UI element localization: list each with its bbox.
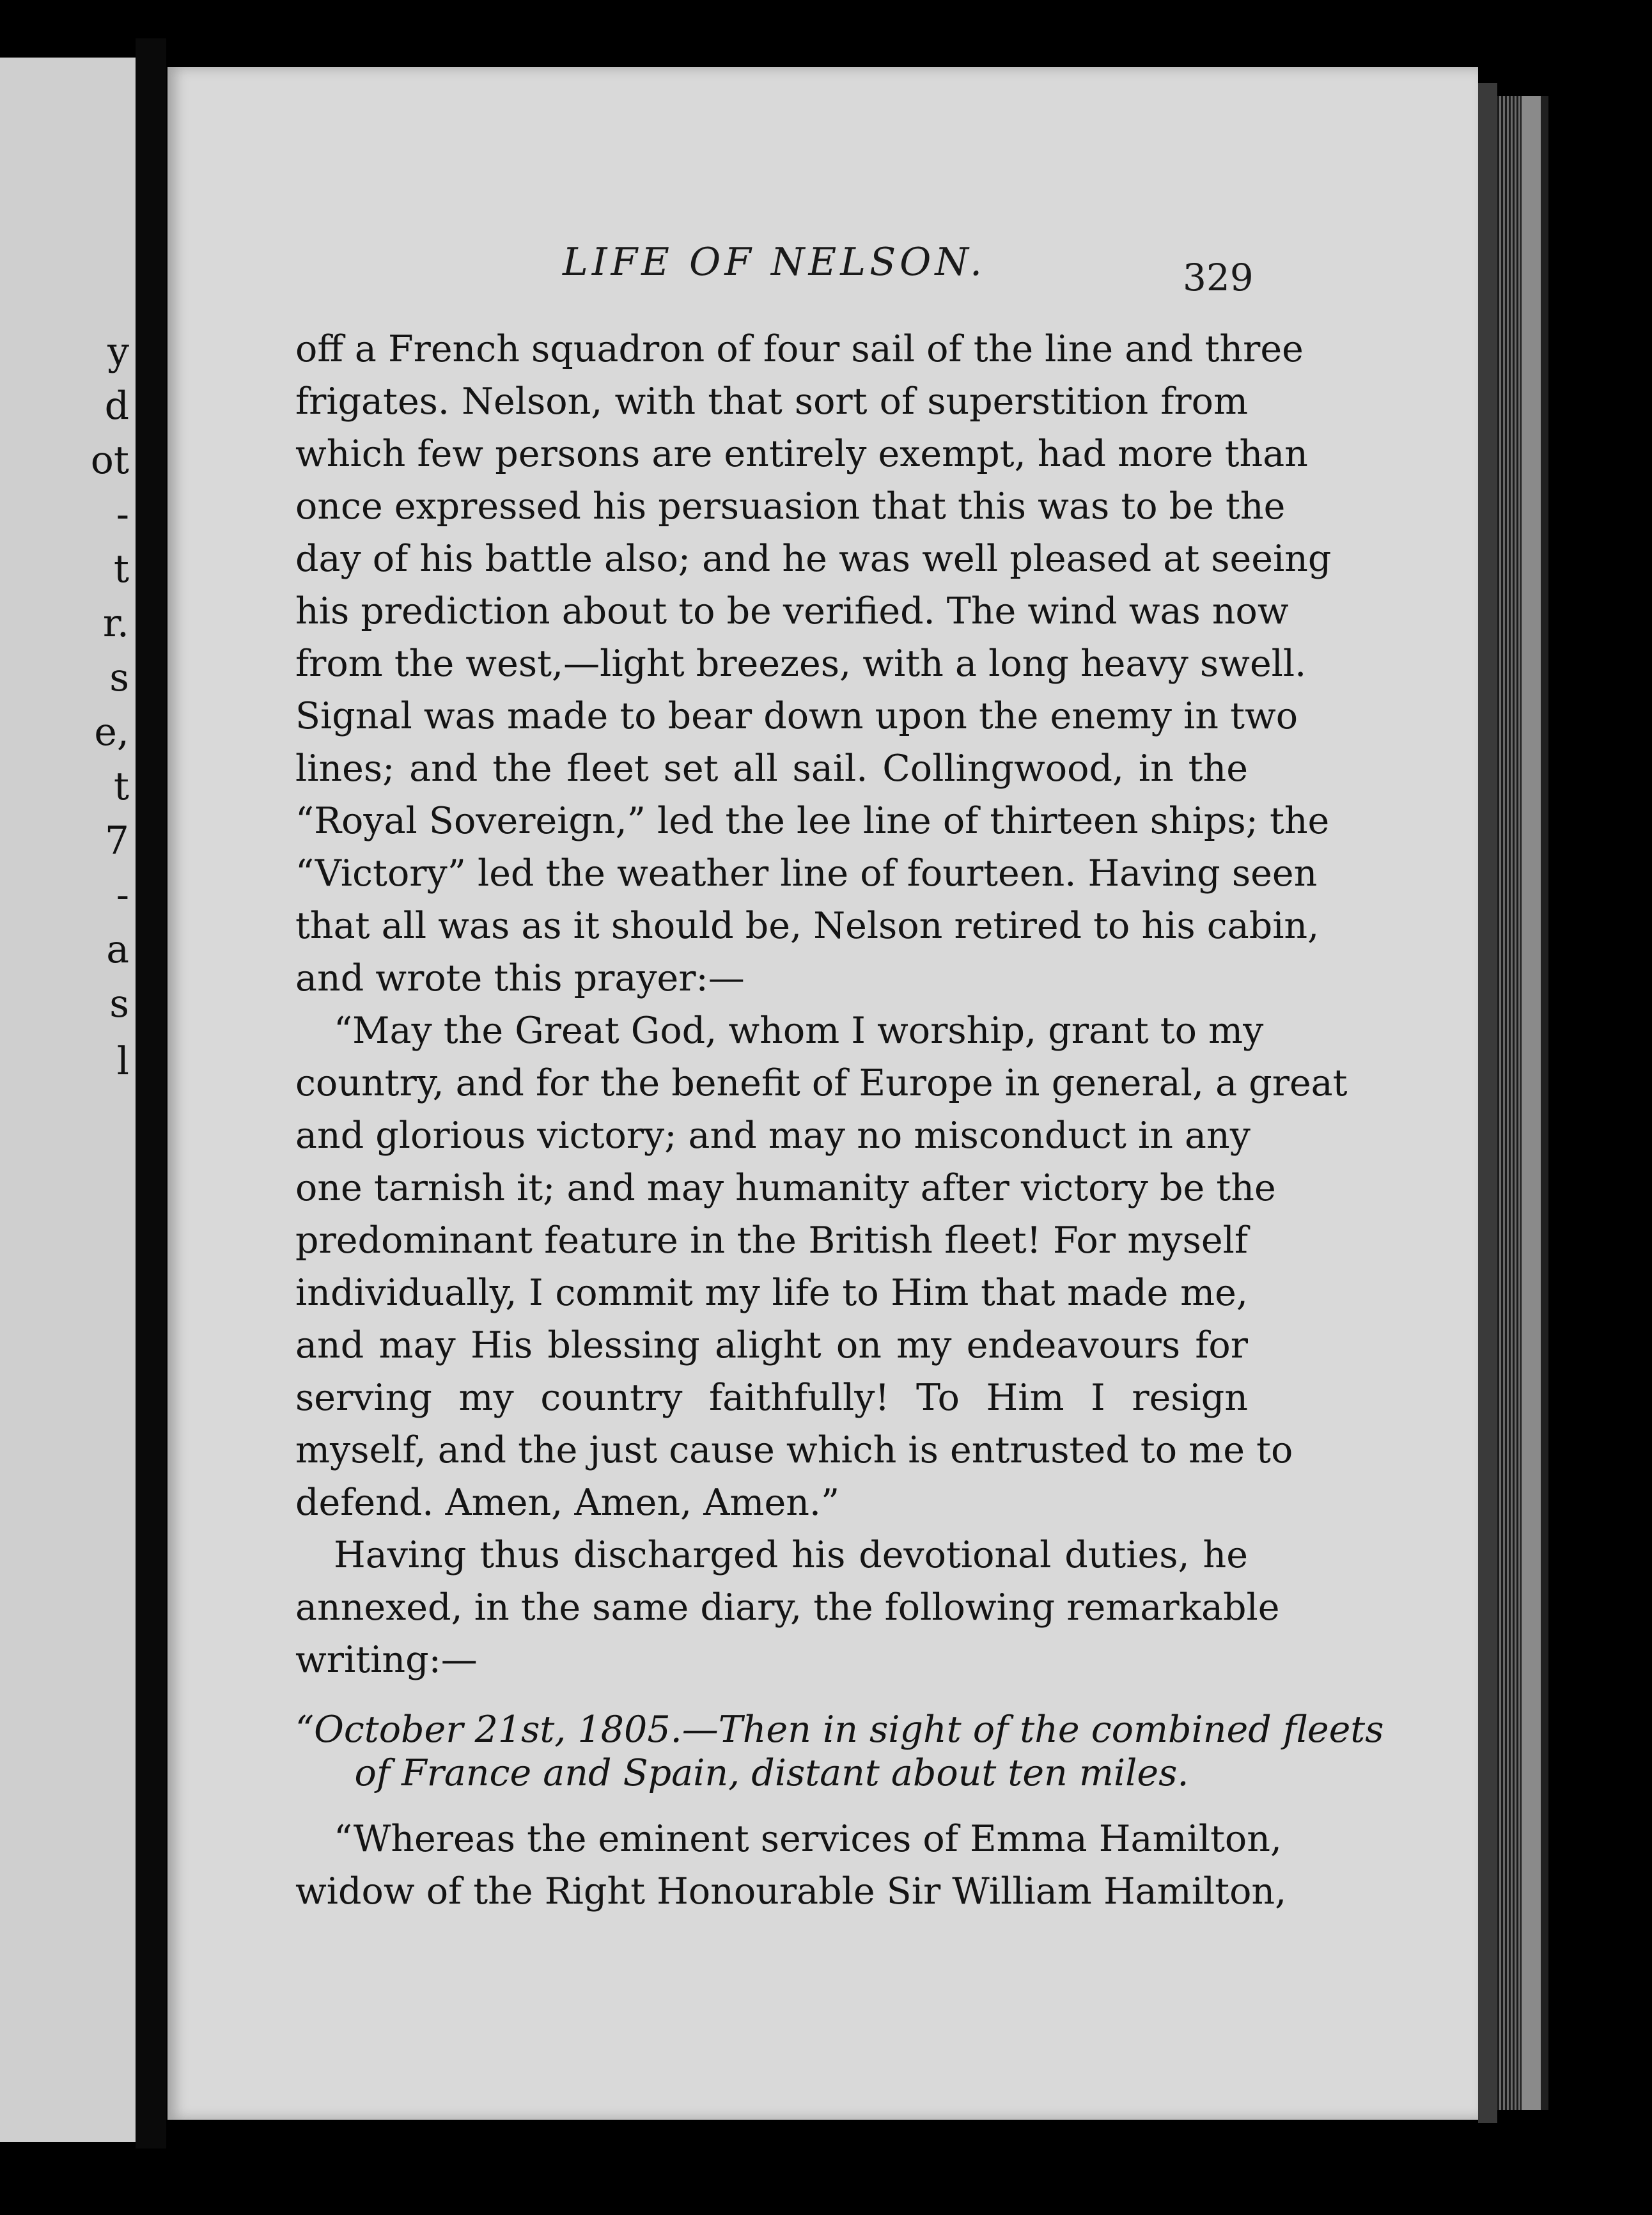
text-line: frigates. Nelson, with that sort of superstition from (295, 380, 1248, 423)
text-line: that all was as it should be, Nelson retired to his cabin, (295, 905, 1320, 947)
text-line: and may His blessing alight on my endeavours for (295, 1324, 1248, 1366)
book-gutter (136, 38, 166, 2148)
page-edge-stack (1497, 96, 1522, 2110)
text-line: Having thus discharged his devotional duties, he (334, 1534, 1248, 1576)
left-page-fragment: 7 (104, 818, 129, 863)
text-line: of France and Spain, distant about ten miles. (354, 1752, 1189, 1794)
text-line: annexed, in the same diary, the following remarkable (295, 1586, 1280, 1629)
page-edge (1541, 96, 1548, 2110)
text-line: and glorious victory; and may no misconduct in any (295, 1115, 1251, 1157)
paragraph-narrative (295, 323, 1332, 1005)
paragraph-diary (295, 1529, 1280, 1686)
page-number: 329 (1183, 256, 1254, 299)
left-page-fragment: - (116, 492, 129, 537)
text-line: his prediction about to be verified. The wind was now (295, 590, 1289, 632)
diary-date-heading (295, 1708, 1384, 1795)
text-line: predominant feature in the British fleet! For myself (295, 1219, 1248, 1262)
text-line: “October 21st, 1805.—Then in sight of the combined fleets (295, 1709, 1384, 1751)
text-line: day of his battle also; and he was well pleased at seeing (295, 538, 1332, 580)
text-line: which few persons are entirely exempt, had more than (295, 433, 1308, 475)
paragraph-prayer (295, 1005, 1348, 1529)
body-text (295, 323, 1384, 1918)
left-page-fragment: e, (94, 710, 129, 755)
text-line: writing:— (295, 1639, 478, 1681)
text-line: individually, I commit my life to Him that made me, (295, 1272, 1248, 1314)
adjacent-left-page (0, 58, 136, 2142)
text-line: and wrote this prayer:— (295, 957, 745, 999)
text-line: “Royal Sovereign,” led the lee line of thirteen ships; the (295, 800, 1330, 842)
text-line: serving my country faithfully! To Him I resign (295, 1377, 1248, 1419)
text-line: “Whereas the eminent services of Emma Hamilton, (334, 1818, 1282, 1860)
paragraph-codicil (295, 1813, 1287, 1918)
text-line: “Victory” led the weather line of fourteen. Having seen (295, 852, 1318, 895)
left-page-fragment: a (106, 927, 129, 972)
running-header: LIFE OF NELSON. (563, 240, 986, 285)
text-line: country, and for the benefit of Europe in general, a great (295, 1062, 1348, 1104)
text-line: off a French squadron of four sail of the line and three (295, 328, 1304, 370)
page-edge (1478, 83, 1497, 2123)
left-page-fragment: t (113, 547, 129, 591)
text-line: once expressed his persuasion that this was to be the (295, 485, 1286, 528)
left-page-fragment: l (116, 1039, 129, 1084)
left-page-fragment: y (107, 329, 129, 374)
text-line: defend. Amen, Amen, Amen.” (295, 1482, 840, 1524)
page-edge (1522, 96, 1541, 2110)
text-line: one tarnish it; and may humanity after victory be the (295, 1167, 1276, 1209)
left-page-fragment: s (109, 655, 129, 700)
text-line: Signal was made to bear down upon the enemy in two (295, 695, 1298, 737)
left-page-fragment: t (113, 764, 129, 809)
text-line: from the west,—light breezes, with a long heavy swell. (295, 643, 1307, 685)
left-page-fragment: - (116, 873, 129, 918)
left-page-fragment: d (104, 384, 129, 428)
left-page-fragment: ot (90, 438, 129, 483)
text-line: “May the Great God, whom I worship, grant to my (334, 1010, 1264, 1052)
left-page-fragment: r. (102, 601, 129, 646)
left-page-fragment: s (109, 982, 129, 1026)
text-line: myself, and the just cause which is entrusted to me to (295, 1429, 1293, 1471)
text-line: widow of the Right Honourable Sir William Hamilton, (295, 1870, 1287, 1913)
text-line: lines; and the fleet set all sail. Collingwood, in the (295, 747, 1248, 790)
